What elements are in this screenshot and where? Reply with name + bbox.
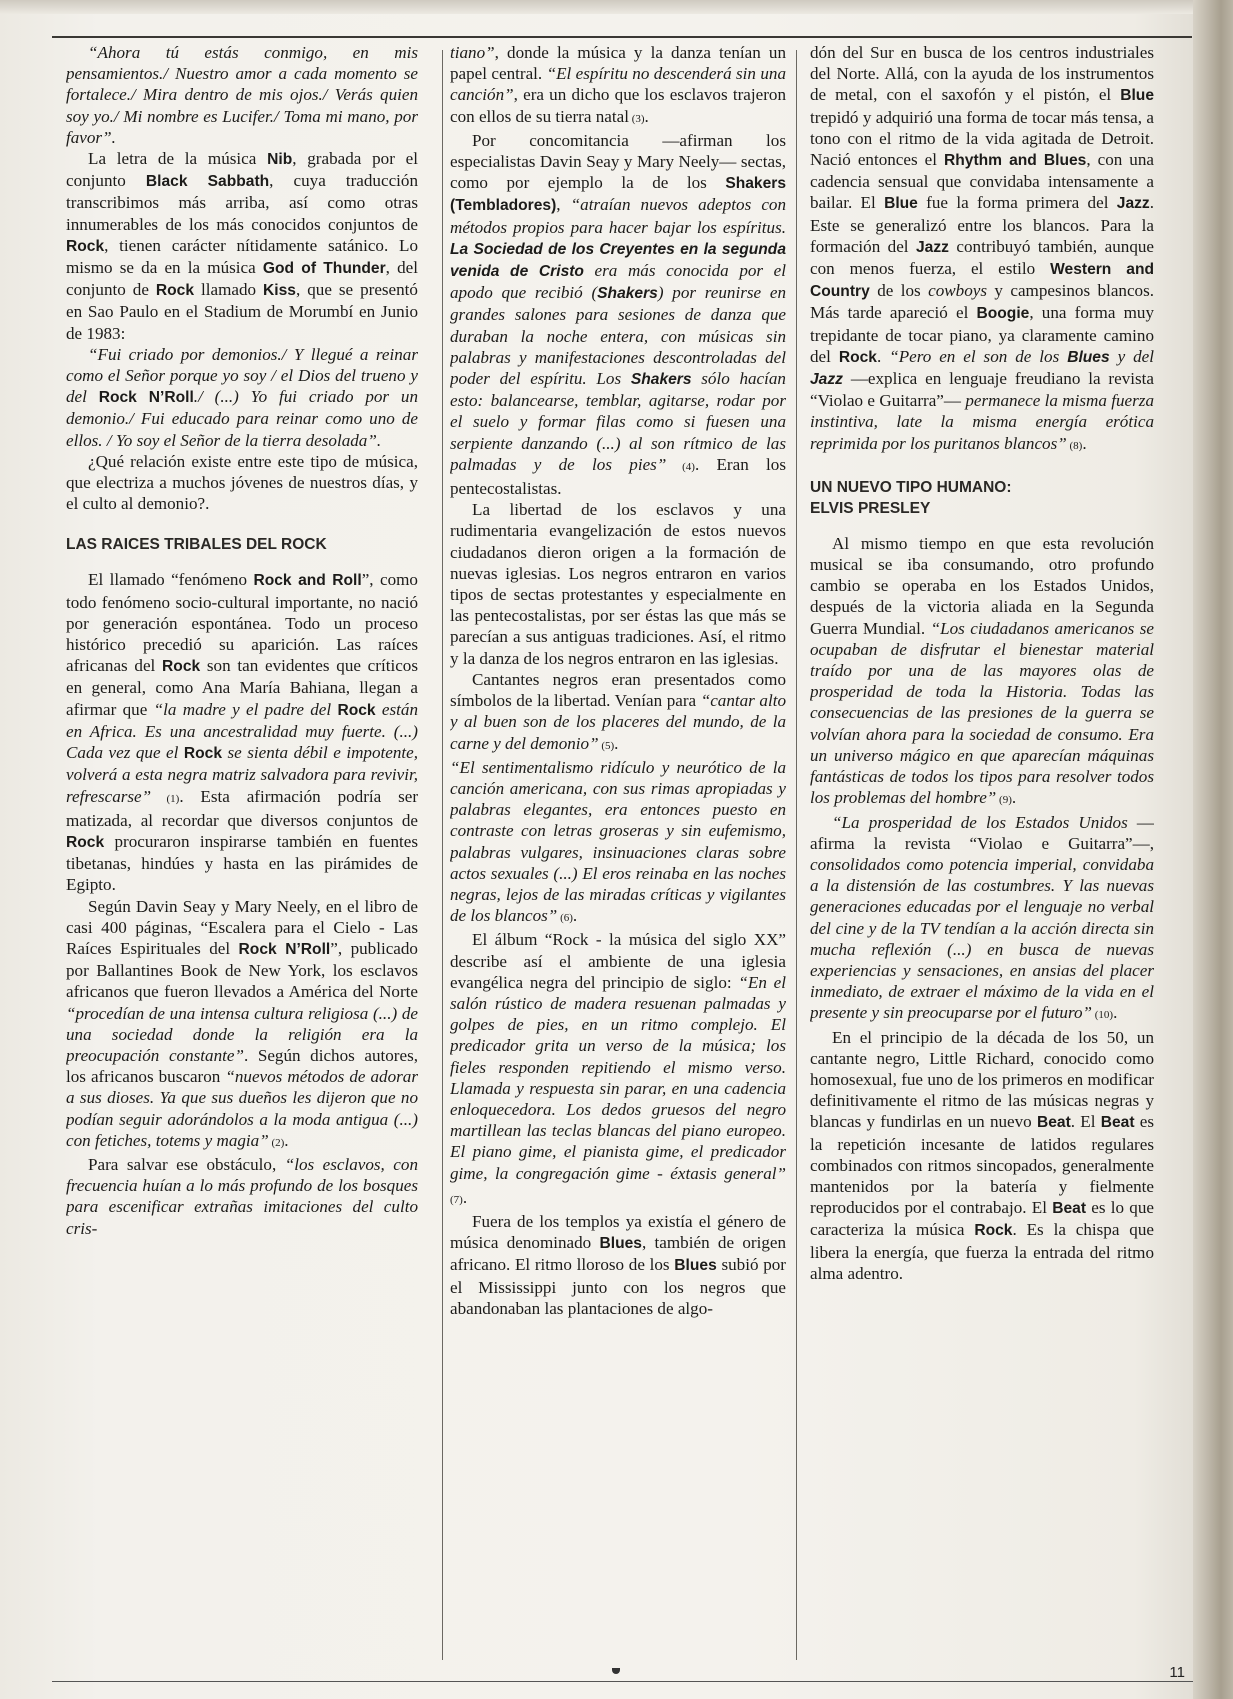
column-separator-2 <box>796 50 797 1660</box>
column-1 <box>66 42 418 1672</box>
paragraph: “La prosperidad de los Estados Unidos —afirma la revista “Violao e Guitarra”—, consolidados como potencia imperial, convidaba a la distensión de las costumbres. Y las nuevas generaciones educadas por el lenguaje no verbal del cine y de la TV tendían a la acción directa sin mucha reflexión (...) en busca de nuevas experiencias y sensaciones, en ansias del placer inmediato, de extraer el máximo de la vida en el presente y sin preocuparse por el futuro” (10). <box>810 812 1154 1023</box>
paragraph: tiano”, donde la música y la danza tenían un papel central. “El espíritu no descenderá sin una canción”, era un dicho que los esclavos trajeron con ellos de su tierra natal (3). <box>450 43 786 126</box>
paragraph: El llamado “fenómeno Rock and Roll”, como todo fenómeno socio-cultural importante, no nació por generación espontánea. Todo un proceso histórico precedió su aparición. Las raíces africanas del Rock son tan evidentes que críticos en general, como Ana María Bahiana, llegan a afirmar que “la madre y el padre del Rock están en Africa. Es una ancestralidad muy fuerte. (...) Cada vez que el Rock se sienta débil e impotente, volverá a esta negra matriz salvadora para revivir, refrescarse” (1). Esta afirmación podría ser matizada, al recordar que diversos conjuntos de Rock procuraron inspirarse también en fuentes tibetanas, hindúes y hasta en las pirámides de Egipto. <box>66 570 418 895</box>
section-heading-elvis: UN NUEVO TIPO HUMANO: ELVIS PRESLEY <box>810 478 1012 517</box>
footnote-ref: (8) <box>1066 439 1083 452</box>
paragraph: “Fui criado por demonios./ Y llegué a reinar como el Señor porque yo soy / el Dios del trueno y del Rock N’Roll./ (...) Yo fui criado por un demonio./ Fui educado para reinar como uno de ellos. / Yo soy el Señor de la tierra desolada”. <box>66 344 418 450</box>
paragraph: “El sentimentalismo ridículo y neurótico de la canción americana, con sus rimas apropiadas y palabras elegantes, era entonces puesto en contraste con letras groseras y sin eufemismo, palabras vulgares, insinuaciones claras sobre actos sexuales (...) El eros reinaba en las noches negras, lejos de las miradas críticas y vigilantes de los blancos” (6). <box>450 757 786 926</box>
paragraph: ¿Qué relación existe entre este tipo de música, que electriza a muchos jóvenes de nuestros días, y el culto al demonio?. <box>66 451 418 514</box>
footnote-ref: (6) <box>557 912 573 925</box>
section-heading-raices: LAS RAICES TRIBALES DEL ROCK <box>66 536 327 554</box>
lyrics-quote-nib: “Ahora tú estás conmigo, en mis pensamientos./ Nuestro amor a cada momento se fortalece./ Mira dentro de mis ojos./ Verás quien soy yo./ Mi nombre es Lucifer./ Toma mi mano, por favor”. <box>66 43 418 147</box>
page-binding-edge <box>1193 0 1233 1699</box>
paragraph <box>66 42 418 148</box>
paragraph: La letra de la música Nib, grabada por el conjunto Black Sabbath, cuya traducción transcribimos más arriba, así como otras innumerables de los más conocidos conjuntos de Rock, tienen carácter nítidamente satánico. Lo mismo se da en la música God of Thunder, del conjunto de Rock llamado Kiss, que se presentó en Sao Paulo en el Stadium de Morumbí en Junio de 1983: <box>66 149 418 343</box>
footnote-ref: (9) <box>996 794 1012 807</box>
paragraph: Por concomitancia —afirman los especialistas Davin Seay y Mary Neely— sectas, como por ejemplo la de los Shakers (Tembladores), “atraían nuevos adeptos con métodos propios para hacer bajar los espíritus. La Sociedad de los Creyentes en la segunda venida de Cristo era más conocida por el apodo que recibió (Shakers) por reunirse en grandes salones para sesiones de danza que duraban la noche entera, con músicas sin palabras y manifestaciones descontroladas del poder del espíritu. Los Shakers sólo hacían esto: balancearse, temblar, agitarse, rodar por el suelo y formar filas como si fuesen una serpiente danzando (...) al son rítmico de las palmadas y de los pies” (4). Eran los pentecostalistas. <box>450 130 786 499</box>
footnote-ref: (5) <box>598 739 615 752</box>
paragraph: Al mismo tiempo en que esta revolución musical se iba consumando, otro profundo cambio se operaba en los Estados Unidos, después de la victoria aliada en la Segunda Guerra Mundial. “Los ciudadanos americanos se ocupaban de disfrutar el bienestar material traído por una de las mayores olas de prosperidad de toda la Historia. Todas las consecuencias de las presiones de la guerra se volvían ahora para la sociedad de consumo. Era un universo mágico en que aparecían máquinas fantásticas de todos los tipos para resolver todos los problemas del hombre” (9). <box>810 533 1154 808</box>
footnote-ref: (10) <box>1092 1009 1114 1022</box>
paragraph: Para salvar ese obstáculo, “los esclavos, con frecuencia huían a lo más profundo de los bosques para escenificar extrañas imitaciones del culto cris- <box>66 1154 418 1238</box>
paragraph: Fuera de los templos ya existía el género de música denominado Blues, también de origen africano. El ritmo lloroso de los Blues subió por el Mississippi junto con los negros que abandonaban las plantaciones de algo- <box>450 1211 786 1318</box>
footnote-ref: (7) <box>450 1193 463 1206</box>
paragraph: Cantantes negros eran presentados como símbolos de la libertad. Venían para “cantar alto y al buen son de los placeres del mundo, de la carne y del demonio” (5). <box>450 669 786 753</box>
paragraph: La libertad de los esclavos y una rudimentaria evangelización de estos nuevos ciudadanos dieron origen a la formación de nuevas iglesias. Los negros entraron en varios tipos de sectas protestantes y especialmente en las pentecostalistas, por ser éstas las que más se parecían a sus antiguas tradiciones. Así, el ritmo y la danza de los negros entraron en las iglesias. <box>450 500 786 668</box>
footnote-ref: (3) <box>628 112 645 125</box>
paragraph: Según Davin Seay y Mary Neely, en el libro de casi 400 páginas, “Escalera para el Cielo - Las Raíces Espirituales del Rock N’Roll”, publicado por Ballantines Book de New York, los esclavos africanos que fueron llevados a América del Norte “procedían de una intensa cultura religiosa (...) de una sociedad donde la religión era la preocupación constante”. Según dichos autores, los africanos buscaron “nuevos métodos de adorar a sus dioses. Ya que sus dueños les dijeron que no podían seguir adorándolos a la moda antigua (...) con fetiches, totems y magia” (2). <box>66 896 418 1150</box>
paragraph: El álbum “Rock - la música del siglo XX” describe así el ambiente de una iglesia evangélica negra del principio de siglo: “En el salón rústico de madera resuenan palmadas y golpes de pies, en un ritmo complejo. El predicador grita un verso de la música; los fieles responden repitiendo el mismo verso. Llamada y respuesta sin parar, en una cadencia enloquecedora. Los dedos gruesos del negro martillean las teclas blancas del piano europeo. El piano gime, el pianista gime, el predicador gime, la congregación gime - éxtasis general” (7). <box>450 930 786 1207</box>
paragraph: dón del Sur en busca de los centros industriales del Norte. Allá, con la ayuda de los instrumentos de metal, con el saxofón y el pistón, el Blue trepidó y adquirió una forma de tocar más tensa, a tono con el ritmo de la vida agitada de Detroit. Nació entonces el Rhythm and Blues, con una cadencia sensual que convidaba intensamente a bailar. El Blue fue la forma primera del Jazz. Este se generalizó entre los blancos. Para la formación del Jazz contribuyó también, aunque con menos fuerza, el estilo Western and Country de los cowboys y campesinos blancos. Más tarde apareció el Boogie, una forma muy trepidante de tocar piano, ya claramente camino del Rock. “Pero en el son de los Blues y del Jazz —explica en lenguaje freudiano la revista “Violao e Guitarra”— permanece la misma fuerza instintiva, late la misma energía erótica reprimida por los puritanos blancos” (8). <box>810 43 1154 453</box>
column-separator-1 <box>442 50 443 1660</box>
column-2 <box>450 42 786 1672</box>
page-number: 11 <box>1169 1664 1185 1681</box>
bottom-rule <box>52 1681 1194 1682</box>
page-top-edge <box>0 0 1233 14</box>
footer-ornament-icon <box>612 1668 620 1674</box>
top-rule <box>52 36 1192 38</box>
paragraph: En el principio de la década de los 50, un cantante negro, Little Richard, conocido como homosexual, fue uno de los primeros en modificar definitivamente el ritmo de las músicas negras y blancas y fundirlas en un nuevo Beat. El Beat es la repetición incesante de latidos regulares combinados con ritmos sincopados, generalmente mantenidos por la batería y fielmente reproducidos por el contrabajo. El Beat es lo que caracteriza la música Rock. Es la chispa que libera la energía, que fuerza la entrada del ritmo alma adentro. <box>810 1027 1154 1283</box>
column-3 <box>810 42 1154 1672</box>
footnote-ref: (4) <box>666 460 695 473</box>
footnote-ref: (1) <box>151 792 180 805</box>
footnote-ref: (2) <box>268 1136 285 1149</box>
